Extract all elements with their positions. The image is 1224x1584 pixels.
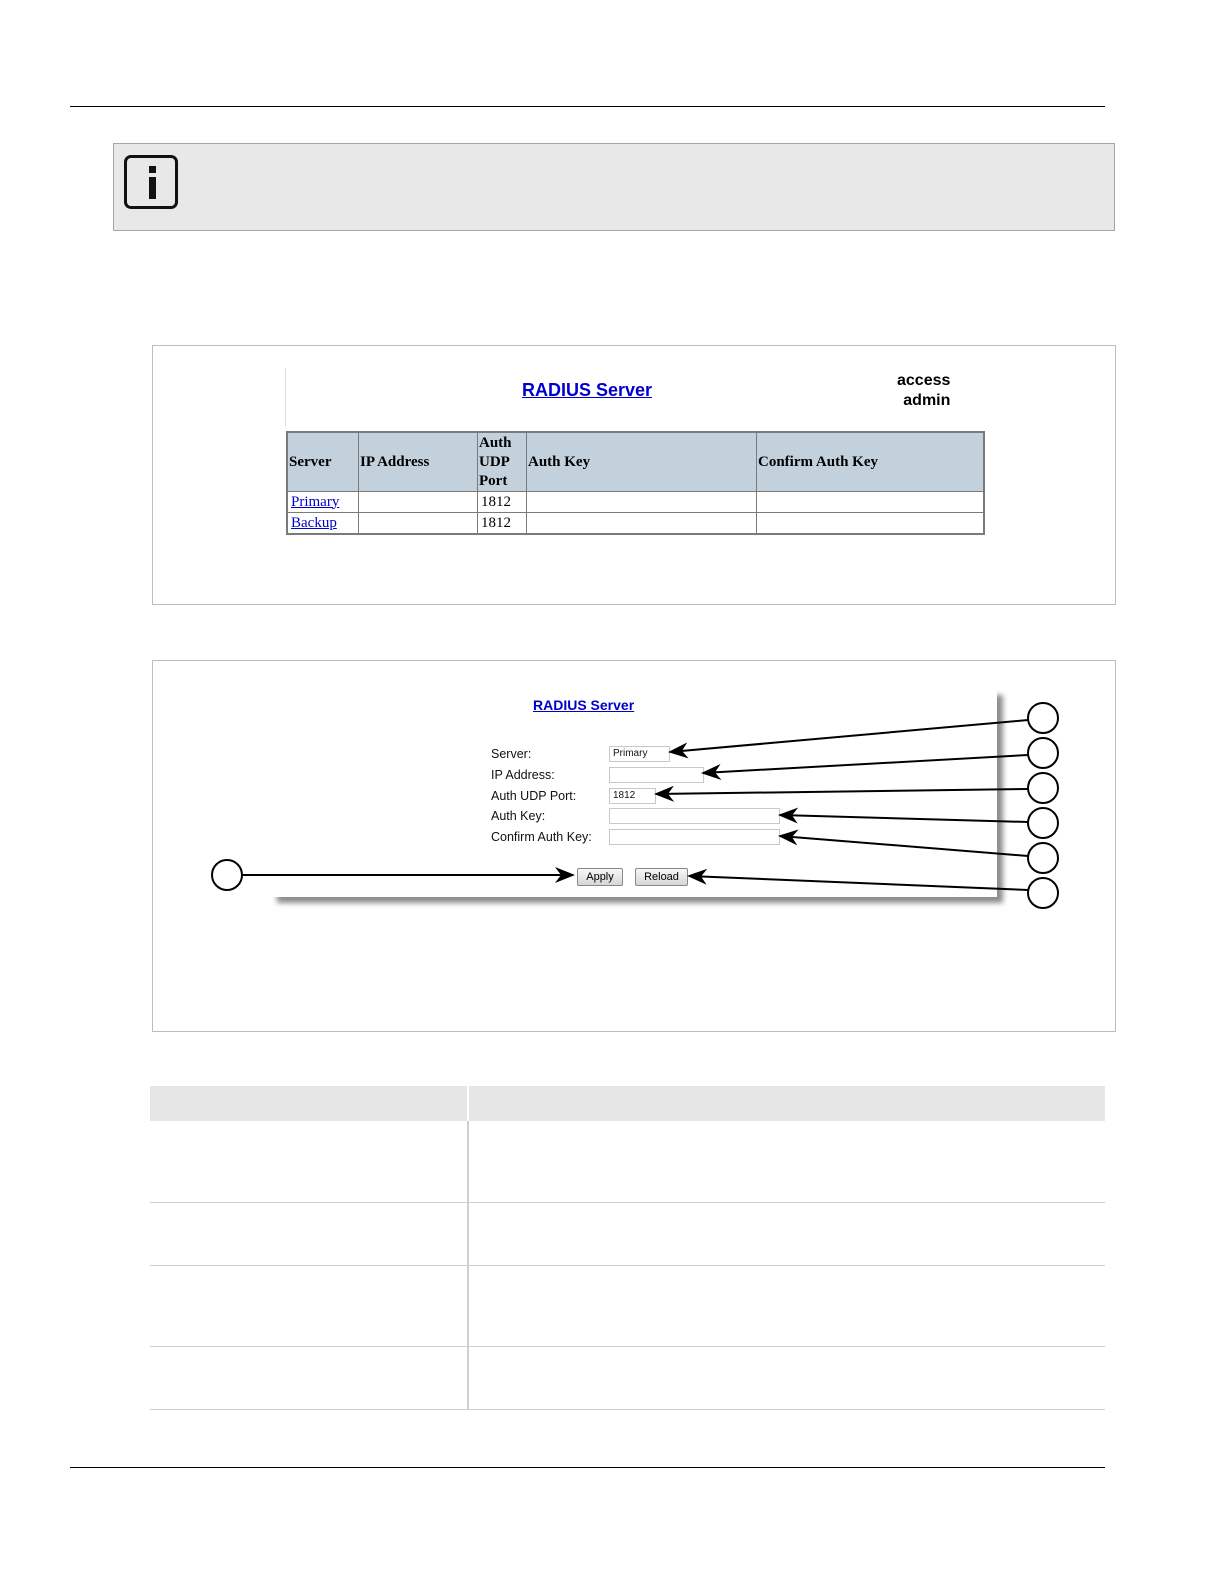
auth-key-label: Auth Key: [491, 809, 546, 823]
parameter-table [150, 1086, 1105, 1410]
callout-marker [1028, 773, 1058, 803]
figure-radius-server-table [152, 345, 1116, 605]
note-box [113, 143, 1115, 231]
table-row [150, 1202, 1105, 1265]
table-cell [359, 513, 478, 535]
table-cell [757, 492, 985, 513]
description-column-header [468, 1086, 1105, 1121]
radius-server-table [286, 431, 985, 535]
server-link-backup[interactable]: Backup [291, 514, 337, 531]
column-header-confirm-auth-key: Confirm Auth Key [757, 432, 985, 492]
callout-arrow [656, 789, 1028, 794]
table-row [150, 1265, 1105, 1346]
figure-radius-server-form [152, 660, 1116, 1032]
table-row [287, 492, 984, 513]
table-row [150, 1121, 1105, 1202]
table-row [287, 513, 984, 535]
table-cell [757, 513, 985, 535]
auth-udp-port-input[interactable]: 1812 [609, 788, 656, 804]
header-rule [70, 106, 1105, 107]
server-field[interactable]: Primary [609, 746, 670, 762]
callout-marker [1028, 738, 1058, 768]
column-header-server: Server [287, 432, 359, 492]
column-header-ip-address: IP Address [359, 432, 478, 492]
callout-marker [212, 860, 242, 890]
column-header-auth-udp-port: Auth UDP Port [478, 432, 527, 492]
server-link-primary[interactable]: Primary [291, 493, 340, 510]
server-label: Server: [491, 747, 532, 761]
table-cell [527, 492, 757, 513]
callout-arrow [780, 836, 1028, 856]
apply-button[interactable]: Apply [577, 868, 623, 886]
auth-udp-port-label: Auth UDP Port: [491, 789, 577, 803]
callout-arrow [689, 876, 1028, 890]
callout-marker [1028, 878, 1058, 908]
callout-marker [1028, 843, 1058, 873]
reload-button[interactable]: Reload [635, 868, 688, 886]
form-title[interactable]: RADIUS Server [533, 697, 635, 713]
ip-address-label: IP Address: [491, 768, 555, 782]
confirm-auth-key-label: Confirm Auth Key: [491, 830, 592, 844]
info-icon [124, 155, 178, 209]
table-cell [527, 513, 757, 535]
callout-diagram [153, 661, 1115, 1031]
parameter-column-header [150, 1086, 468, 1121]
callout-arrow [780, 815, 1028, 822]
table-cell: 1812 [478, 492, 527, 513]
callout-arrow [703, 755, 1028, 773]
table-cell: 1812 [478, 513, 527, 535]
callout-marker [1028, 808, 1058, 838]
access-value: admin [903, 392, 951, 409]
page-title[interactable]: RADIUS Server [522, 380, 653, 400]
callout-arrow [670, 720, 1028, 752]
access-level [897, 371, 950, 411]
access-label: access [897, 372, 951, 389]
callout-marker [1028, 703, 1058, 733]
table-cell [359, 492, 478, 513]
table-row [150, 1346, 1105, 1409]
footer-rule [70, 1467, 1105, 1468]
column-header-auth-key: Auth Key [527, 432, 757, 492]
